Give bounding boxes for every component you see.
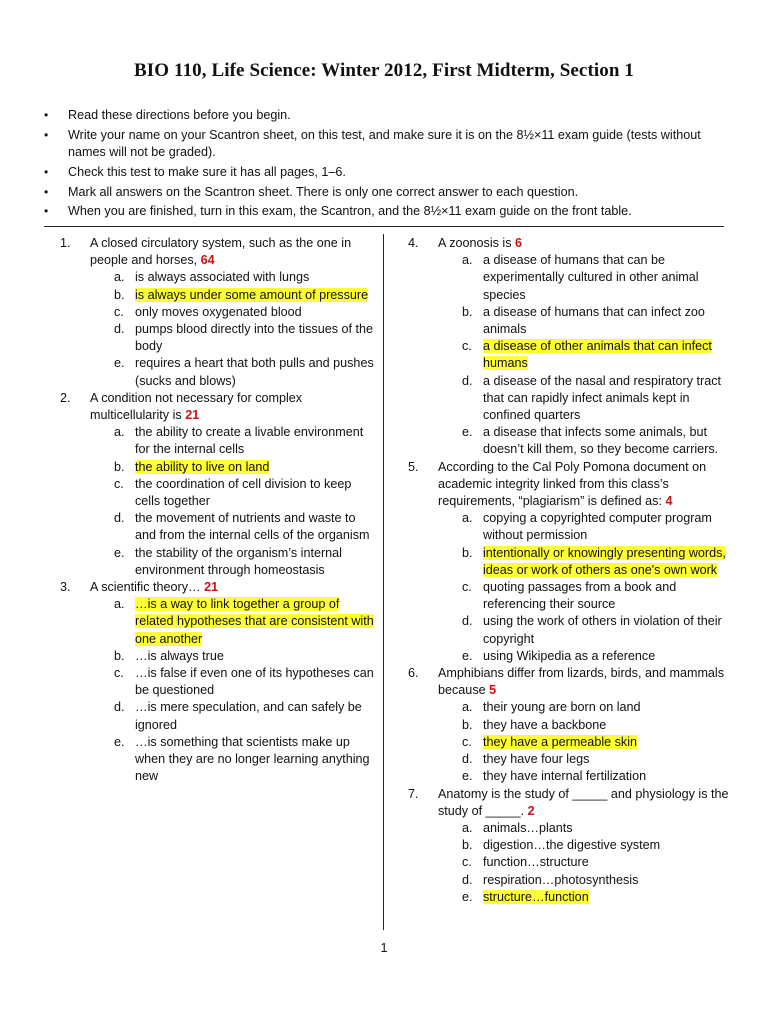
header-rule — [44, 226, 724, 227]
answer-options — [90, 424, 380, 579]
option-text: function…structure — [483, 855, 589, 870]
question-number: 1. — [60, 236, 71, 250]
answer-option — [438, 889, 730, 906]
direction-item — [44, 184, 734, 201]
option-text: digestion…the digestive system — [483, 838, 661, 853]
answer-option — [438, 768, 730, 785]
response-count: 21 — [185, 408, 200, 423]
answer-option — [438, 579, 730, 613]
question-number: 2. — [60, 390, 71, 405]
option-letter: c. — [462, 855, 472, 870]
response-count: 64 — [200, 253, 215, 268]
answer-option — [438, 304, 730, 338]
option-letter: a. — [462, 700, 473, 715]
option-letter: d. — [462, 373, 473, 388]
answer-option — [90, 269, 380, 286]
option-letter: d. — [462, 614, 473, 629]
answer-option — [438, 252, 730, 304]
answer-option — [90, 648, 380, 665]
direction-item — [44, 107, 734, 124]
option-letter: e. — [114, 356, 125, 371]
answer-option — [438, 338, 730, 372]
question-number: 3. — [60, 580, 71, 595]
response-count: 21 — [204, 580, 219, 595]
page-number: 1 — [380, 941, 388, 955]
option-letter: a. — [114, 425, 125, 440]
question-stem — [438, 786, 730, 820]
option-letter: d. — [114, 322, 125, 337]
option-letter: e. — [462, 769, 473, 784]
answer-option — [90, 355, 380, 389]
option-text: a disease of humans that can be experimentally cultured in other animal species — [483, 253, 699, 302]
direction-item — [44, 127, 734, 161]
option-text: a disease that infects some animals, but doesn’t kill them, so they become carriers. — [483, 425, 719, 457]
question-2 — [60, 390, 380, 579]
question-text: A closed circulatory system, such as the one in people and horses, — [90, 236, 352, 268]
option-letter: b. — [462, 717, 473, 732]
answer-options — [438, 820, 730, 906]
option-letter: d. — [114, 511, 125, 526]
bullet-icon: • — [44, 184, 49, 199]
option-text: they have a backbone — [483, 717, 607, 732]
answer-option — [438, 510, 730, 544]
option-text: …is mere speculation, and can safely be ignored — [135, 700, 362, 732]
question-number: 4. — [408, 236, 419, 250]
answer-option — [90, 476, 380, 510]
response-count: 2 — [527, 803, 535, 818]
bullet-icon: • — [44, 127, 49, 142]
answer-options — [438, 510, 730, 665]
option-letter: a. — [114, 270, 125, 285]
question-text: A zoonosis is — [438, 236, 512, 250]
question-5 — [408, 459, 730, 665]
option-letter: e. — [462, 648, 473, 663]
option-letter: c. — [114, 476, 124, 491]
direction-text: Check this test to make sure it has all pages, 1–6. — [68, 164, 346, 179]
correct-answer-text: they have a permeable skin — [483, 734, 638, 749]
option-text: the stability of the organism’s internal environment through homeostasis — [135, 545, 342, 577]
option-letter: b. — [114, 459, 125, 474]
answer-option — [90, 459, 380, 476]
correct-answer-text: is always under some amount of pressure — [135, 287, 369, 302]
correct-answer-text: the ability to live on land — [135, 459, 270, 474]
option-letter: b. — [114, 287, 125, 302]
answer-option — [438, 613, 730, 647]
option-text: the ability to create a livable environment for the internal cells — [135, 425, 364, 457]
answer-option — [438, 734, 730, 751]
answer-option — [438, 648, 730, 665]
option-text: …is always true — [135, 648, 224, 663]
correct-answer-text: structure…function — [483, 889, 589, 904]
direction-text: Read these directions before you begin. — [68, 108, 291, 122]
direction-item — [44, 164, 734, 181]
direction-text: Write your name on your Scantron sheet, on this test, and make sure it is on the 8½×11 exam guide (tests without names will not be graded). — [68, 127, 701, 159]
answer-option — [438, 373, 730, 425]
direction-item — [44, 203, 734, 220]
question-number: 5. — [408, 459, 419, 474]
response-count: 4 — [665, 494, 673, 509]
right-column — [408, 235, 730, 906]
answer-option — [90, 665, 380, 699]
question-text: A condition not necessary for complex multicellularity is — [90, 390, 303, 423]
option-letter: a. — [462, 511, 473, 526]
bullet-icon: • — [44, 108, 49, 122]
option-letter: c. — [462, 734, 472, 749]
answer-option — [438, 699, 730, 716]
option-letter: c. — [462, 580, 472, 595]
option-letter: b. — [462, 838, 473, 853]
question-number: 6. — [408, 666, 419, 681]
direction-text: When you are finished, turn in this exam, the Scantron, and the 8½×11 exam guide on the front table. — [68, 204, 632, 219]
option-text: quoting passages from a book and referencing their source — [483, 580, 677, 612]
answer-options — [438, 252, 730, 458]
option-letter: b. — [114, 648, 125, 663]
option-letter: d. — [114, 700, 125, 715]
question-stem — [438, 459, 730, 511]
answer-option — [438, 820, 730, 837]
question-stem — [438, 665, 730, 699]
left-column — [60, 235, 380, 786]
answer-option — [438, 837, 730, 854]
option-text: …is something that scientists make up when they are no longer learning anything new — [135, 734, 370, 784]
option-text: a disease of humans that can infect zoo animals — [483, 304, 705, 337]
option-text: using the work of others in violation of their copyright — [483, 614, 722, 646]
question-stem — [90, 390, 380, 424]
question-stem — [90, 235, 380, 269]
response-count: 5 — [489, 683, 497, 698]
response-count: 6 — [515, 236, 523, 250]
option-text: they have internal fertilization — [483, 769, 647, 784]
question-text: Amphibians differ from lizards, birds, and mammals because — [438, 666, 725, 698]
option-text: copying a copyrighted computer program without permission — [483, 511, 712, 543]
answer-option — [90, 424, 380, 458]
directions-list — [44, 107, 734, 223]
answer-option — [90, 699, 380, 733]
question-6 — [408, 665, 730, 785]
option-letter: a. — [114, 597, 125, 612]
answer-option — [90, 304, 380, 321]
option-letter: e. — [114, 545, 125, 560]
question-3 — [60, 579, 380, 785]
answer-option — [438, 717, 730, 734]
answer-option — [438, 872, 730, 889]
option-text: using Wikipedia as a reference — [483, 648, 656, 663]
option-text: they have four legs — [483, 752, 590, 767]
option-letter: b. — [462, 545, 473, 560]
option-text: …is false if even one of its hypotheses can be questioned — [135, 666, 374, 698]
question-number: 7. — [408, 786, 419, 801]
answer-option — [90, 510, 380, 544]
question-stem — [438, 235, 730, 252]
option-text: animals…plants — [483, 820, 573, 835]
question-text: According to the Cal Poly Pomona document on academic integrity linked from this class’s requirements, “plagiarism” is defined as: — [438, 459, 707, 509]
bullet-icon: • — [44, 164, 49, 179]
answer-option — [90, 545, 380, 579]
correct-answer-text: …is a way to link together a group of related hypotheses that are consistent with one another — [135, 597, 374, 646]
answer-option — [90, 734, 380, 786]
option-letter: a. — [462, 253, 473, 268]
option-letter: c. — [462, 339, 472, 354]
option-text: a disease of the nasal and respiratory tract that can rapidly infect animals kept in confined quarters — [483, 373, 722, 423]
option-letter: d. — [462, 752, 473, 767]
answer-option — [90, 321, 380, 355]
option-text: only moves oxygenated blood — [135, 304, 302, 319]
question-stem — [90, 579, 380, 596]
answer-options — [438, 699, 730, 785]
option-text: pumps blood directly into the tissues of the body — [135, 322, 374, 354]
answer-option — [90, 287, 380, 304]
option-letter: c. — [114, 666, 124, 681]
option-text: their young are born on land — [483, 700, 641, 715]
answer-option — [438, 854, 730, 871]
correct-answer-text: intentionally or knowingly presenting words, ideas or work of others as one's own work — [483, 545, 726, 577]
question-1 — [60, 235, 380, 390]
option-letter: b. — [462, 304, 473, 319]
answer-option — [438, 545, 730, 579]
direction-text: Mark all answers on the Scantron sheet. There is only one correct answer to each question. — [68, 184, 579, 199]
option-letter: c. — [114, 304, 124, 319]
option-text: requires a heart that both pulls and pushes (sucks and blows) — [135, 356, 374, 388]
answer-option — [438, 424, 730, 458]
correct-answer-text: a disease of other animals that can infect humans — [483, 339, 712, 371]
option-letter: e. — [114, 734, 125, 749]
question-text: Anatomy is the study of _____ and physiology is the study of _____. — [438, 786, 729, 818]
answer-option — [438, 751, 730, 768]
option-letter: e. — [462, 889, 473, 904]
page-title: BIO 110, Life Science: Winter 2012, First Midterm, Section 1 — [134, 60, 634, 81]
option-text: respiration…photosynthesis — [483, 872, 639, 887]
option-text: the coordination of cell division to keep cells together — [135, 476, 352, 509]
answer-option — [90, 596, 380, 648]
answer-options — [90, 269, 380, 389]
option-text: the movement of nutrients and waste to and from the internal cells of the organism — [135, 511, 370, 543]
option-letter: a. — [462, 820, 473, 835]
question-4 — [408, 235, 730, 459]
option-letter: e. — [462, 425, 473, 440]
column-divider — [383, 234, 384, 930]
question-text: A scientific theory… — [90, 580, 201, 595]
option-text: is always associated with lungs — [135, 270, 310, 285]
answer-options — [90, 596, 380, 785]
option-letter: d. — [462, 872, 473, 887]
question-7 — [408, 786, 730, 906]
bullet-icon: • — [44, 204, 49, 219]
